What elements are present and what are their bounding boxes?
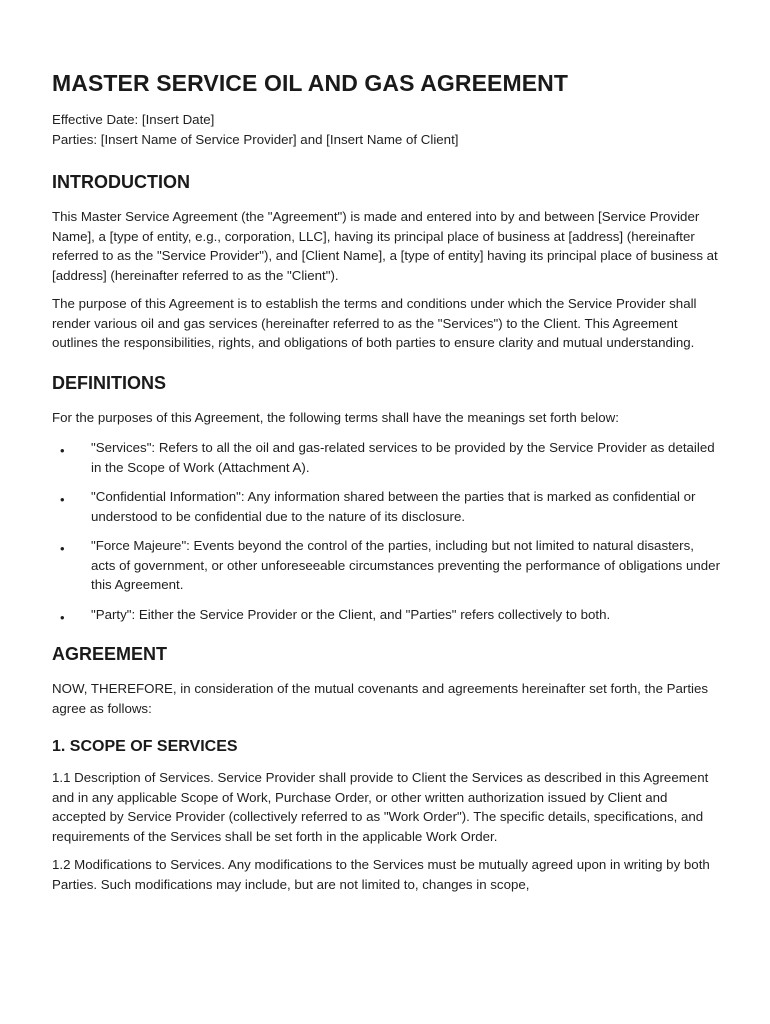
bullet-icon: • <box>60 541 65 556</box>
bullet-icon: • <box>60 443 65 458</box>
bullet-icon: • <box>60 609 65 625</box>
definition-text: "Services": Refers to all the oil and gas-related services to be provided by the Service Provider as detailed in the Scope of Work (Attachment A). <box>91 440 715 475</box>
definitions-section <box>52 373 722 625</box>
definition-item-party <box>52 605 722 625</box>
agreement-section <box>52 644 722 718</box>
introduction-heading: INTRODUCTION <box>52 172 190 192</box>
definition-text: "Force Majeure": Events beyond the control of the parties, including but not limited to natural disasters, acts of government, or other unforeseeable circumstances preventing the performance of obligations under this Agreement. <box>91 538 721 592</box>
scope-heading: 1. SCOPE OF SERVICES <box>52 738 238 755</box>
agreement-heading: AGREEMENT <box>52 644 168 664</box>
document-title: MASTER SERVICE OIL AND GAS AGREEMENT <box>52 70 569 96</box>
bullet-icon: • <box>60 492 65 507</box>
introduction-paragraph-1: This Master Service Agreement (the "Agreement") is made and entered into by and between [Service Provider Name], a [type of entity, e.g., corporation, LLC], having its principal place of business at [address] (hereinafter referred to as the "Service Provider"), and [Client Name], a [type of entity] having its principal place of business at [address] (hereinafter referred to as the "Client"). <box>52 209 718 283</box>
definitions-heading: DEFINITIONS <box>52 372 167 393</box>
definitions-list <box>52 438 722 624</box>
definition-text: "Confidential Information": Any information shared between the parties that is marked as confidential or understood to be confidential due to the nature of its disclosure. <box>91 489 696 524</box>
document-meta <box>52 110 722 149</box>
introduction-section <box>52 172 722 353</box>
scope-paragraph-1-1: 1.1 Description of Services. Service Provider shall provide to Client the Services as described in this Agreement and in any applicable Scope of Work, Purchase Order, or other written authorization issued by Client and accepted by Service Provider (collectively referred to as "Work Order"). The specific details, specifications, and requirements of the Services shall be set forth in the applicable Work Order. <box>52 770 709 844</box>
agreement-text: NOW, THEREFORE, in consideration of the mutual covenants and agreements hereinafter set forth, the Parties agree as follows: <box>52 681 709 716</box>
definition-item-confidential-information <box>52 487 722 526</box>
definition-text: "Party": Either the Service Provider or the Client, and "Parties" refers collectively to both. <box>91 606 611 622</box>
introduction-paragraph-2: The purpose of this Agreement is to establish the terms and conditions under which the Service Provider shall render various oil and gas services (hereinafter referred to as the "Services") to the Client. This Agreement outlines the responsibilities, rights, and obligations of both parties to ensure clarity and mutual understanding. <box>52 296 697 350</box>
effective-date: Effective Date: [Insert Date] <box>52 112 215 127</box>
scope-section <box>52 738 722 894</box>
document-page <box>52 70 722 914</box>
parties-line: Parties: [Insert Name of Service Provider] and [Insert Name of Client] <box>52 131 459 147</box>
definition-item-force-majeure <box>52 536 722 595</box>
definition-item-services <box>52 438 722 477</box>
scope-paragraph-1-2: 1.2 Modifications to Services. Any modifications to the Services must be mutually agreed upon in writing by both Parties. Such modifications may include, but are not limited to, changes in scope, <box>52 857 710 892</box>
definitions-intro: For the purposes of this Agreement, the following terms shall have the meanings set forth below: <box>52 409 619 425</box>
